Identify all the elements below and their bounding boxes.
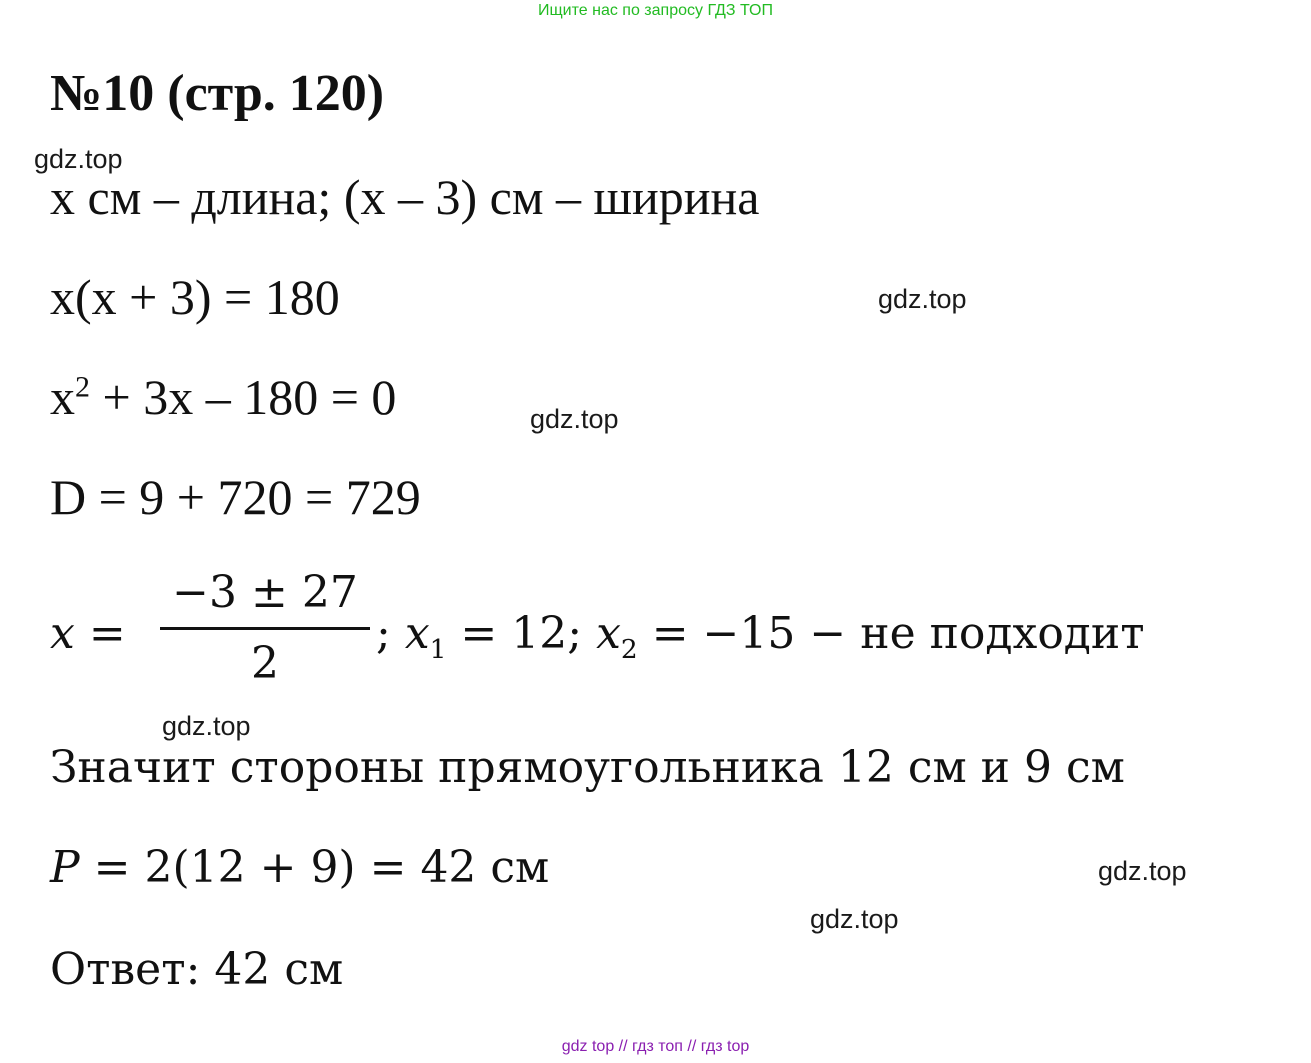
solution-line-4: D = 9 + 720 = 729 <box>50 469 421 525</box>
root-1-value: = 12; <box>446 608 597 659</box>
footer-separator: // <box>687 1038 697 1055</box>
watermark: gdz.top <box>1098 856 1187 886</box>
solution-line-6: Значит стороны прямоугольника 12 см и 9 см <box>50 742 1125 793</box>
variable-x2: x <box>596 608 621 659</box>
watermark: gdz.top <box>162 711 251 741</box>
exponent: 2 <box>75 370 90 404</box>
subscript-1: 1 <box>429 633 447 665</box>
watermark: gdz.top <box>878 284 967 314</box>
equals-sign: = <box>74 608 126 659</box>
footer-links <box>0 1038 1311 1056</box>
perimeter-calc: = 2(12 + 9) = 42 см <box>79 842 550 893</box>
footer-link-3[interactable]: гдз top <box>700 1038 750 1055</box>
equation-rest: + 3x – 180 = 0 <box>90 369 397 425</box>
variable-p: P <box>50 842 80 893</box>
page-title: №10 (стр. 120) <box>50 65 385 122</box>
roots-line <box>376 608 1145 665</box>
fraction-bar <box>160 627 370 630</box>
fraction-numerator: −3 ± 27 <box>172 567 358 618</box>
footer-link-2[interactable]: гдз топ <box>632 1038 683 1055</box>
watermark: gdz.top <box>810 904 899 934</box>
formula-x-label <box>50 608 126 659</box>
separator: ; <box>376 608 405 659</box>
watermark: gdz.top <box>34 144 123 174</box>
variable-x1: x <box>404 608 430 659</box>
top-banner[interactable]: Ищите нас по запросу ГДЗ ТОП <box>538 2 773 19</box>
fraction <box>160 565 370 692</box>
perimeter-line <box>50 842 549 893</box>
fraction-denominator: 2 <box>251 638 279 689</box>
root-2-value: = −15 − не подходит <box>637 608 1145 659</box>
answer-line: Ответ: 42 см <box>50 944 344 995</box>
subscript-2: 2 <box>620 633 638 665</box>
solution-line-3 <box>50 368 396 426</box>
footer-separator: // <box>618 1038 628 1055</box>
solution-line-2: x(x + 3) = 180 <box>50 269 340 325</box>
solution-line-1: x см – длина; (x – 3) см – ширина <box>50 169 760 225</box>
variable-x: x <box>50 608 75 659</box>
footer-link-1[interactable]: gdz top <box>561 1038 615 1055</box>
variable-x: x <box>50 369 75 425</box>
watermark: gdz.top <box>530 404 619 434</box>
